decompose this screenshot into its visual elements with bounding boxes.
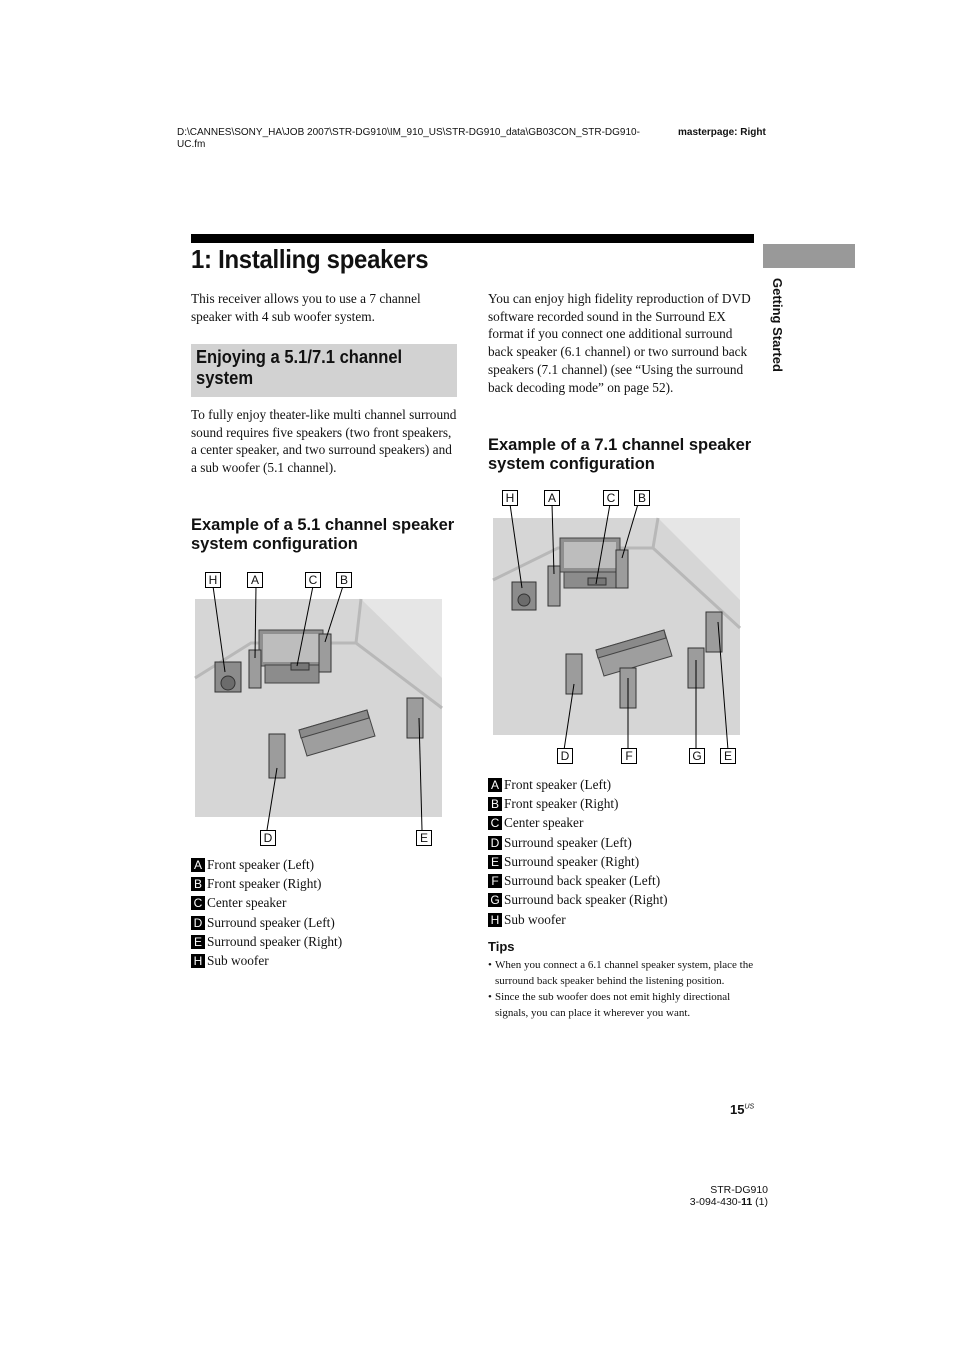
letter-badge: E xyxy=(488,855,502,869)
letter-badge: D xyxy=(488,836,502,850)
tips-heading: Tips xyxy=(488,939,515,954)
legend-item xyxy=(488,833,668,852)
tip-text: When you connect a 6.1 channel speaker system, place the surround back speaker behind the listening position. xyxy=(495,959,754,987)
chapter-label: Getting Started xyxy=(770,278,785,372)
legend-item xyxy=(488,852,668,871)
legend-text: Surround speaker (Right) xyxy=(207,933,343,949)
callout-e-71: E xyxy=(720,748,736,764)
legend-text: Front speaker (Left) xyxy=(504,776,612,792)
legend-item xyxy=(191,932,342,951)
letter-badge: G xyxy=(488,893,502,907)
legend-text: Sub woofer xyxy=(207,953,269,969)
letter-badge: H xyxy=(191,954,205,968)
legend-text: Surround speaker (Left) xyxy=(504,834,632,850)
letter-badge: B xyxy=(191,877,205,891)
letter-badge: H xyxy=(488,913,502,927)
example-71-heading: Example of a 7.1 channel speaker system configuration xyxy=(488,436,752,473)
file-path-header: D:\CANNES\SONY_HA\JOB 2007\STR-DG910\IM_910_US\STR-DG910_data\GB03CON_STR-DG910-UC.fm xyxy=(177,127,640,150)
letter-badge: D xyxy=(191,916,205,930)
title-rule xyxy=(191,234,754,243)
chapter-tab xyxy=(763,244,855,268)
page-title: 1: Installing speakers xyxy=(191,244,429,274)
legend-text: Surround speaker (Left) xyxy=(207,914,335,930)
callout-d-71: D xyxy=(557,748,573,764)
surround-left-shape xyxy=(269,734,285,778)
legend-text: Front speaker (Right) xyxy=(207,875,322,891)
callout-a-71: A xyxy=(544,490,560,506)
legend-item xyxy=(191,894,342,913)
part-number: 3-094-430-11 (1) xyxy=(689,1196,768,1208)
tv-stand xyxy=(259,630,323,683)
callout-g-71: G xyxy=(689,748,705,764)
callout-b-51: B xyxy=(336,572,352,588)
legend-text: Sub woofer xyxy=(504,911,566,927)
callout-c-71: C xyxy=(603,490,619,506)
callout-a-51: A xyxy=(247,572,263,588)
legend-item xyxy=(488,794,668,813)
legend-text: Front speaker (Right) xyxy=(504,795,619,811)
callout-d-51: D xyxy=(260,830,276,846)
callout-h-71: H xyxy=(502,490,518,506)
letter-badge: B xyxy=(488,797,502,811)
surround-ex-paragraph: You can enjoy high fidelity reproduction of DVD software recorded sound in the Surround EX format if you connect one additional surround back speaker (6.1 channel) or two surround back speakers (7.1 channel) (see “Using the surround back decoding mode” on page 52). xyxy=(488,291,751,395)
legend-item xyxy=(488,891,668,910)
callout-f-71: F xyxy=(621,748,637,764)
surround-right-shape xyxy=(407,698,423,738)
legend-text: Surround speaker (Right) xyxy=(504,853,640,869)
callout-h-51: H xyxy=(205,572,221,588)
legend-text: Surround back speaker (Left) xyxy=(504,873,661,889)
tip-item: • Since the sub woofer does not emit highly directional signals, you can place it wherever you want. xyxy=(488,991,731,1019)
page-number: $15^{US}$ xyxy=(730,1102,755,1117)
letter-badge: A xyxy=(488,778,502,792)
legend-item xyxy=(488,775,668,794)
tip-text: Since the sub woofer does not emit highly directional signals, you can place it wherever you want. xyxy=(495,991,731,1019)
model-info xyxy=(640,1184,768,1208)
section-paragraph: To fully enjoy theater-like multi channel surround sound requires five speakers (two front speakers, a center speaker, and two surround speakers) and a sub woofer (5.1 channel). xyxy=(191,407,457,476)
letter-badge: C xyxy=(191,896,205,910)
legend-text: Center speaker xyxy=(207,895,287,911)
speaker-diagram-71 xyxy=(488,488,746,770)
legend-item xyxy=(488,871,668,890)
legend-item xyxy=(191,913,342,932)
legend-51 xyxy=(191,855,342,971)
tips-list xyxy=(488,957,756,1021)
legend-71 xyxy=(488,775,668,929)
legend-item xyxy=(191,874,342,893)
legend-item xyxy=(191,951,342,970)
surround-left-shape xyxy=(566,654,582,694)
legend-text: Surround back speaker (Right) xyxy=(504,892,668,908)
letter-badge: C xyxy=(488,816,502,830)
letter-badge: E xyxy=(191,935,205,949)
legend-item xyxy=(488,814,668,833)
speaker-diagram-51 xyxy=(191,568,447,850)
callout-b-71: B xyxy=(634,490,650,506)
legend-item xyxy=(191,855,342,874)
callout-c-51: C xyxy=(305,572,321,588)
letter-badge: F xyxy=(488,874,502,888)
legend-item xyxy=(488,910,668,929)
intro-paragraph: This receiver allows you to use a 7 channel speaker with 4 sub woofer system. xyxy=(191,291,421,324)
masterpage-label: masterpage: Right xyxy=(678,127,766,138)
center-shape xyxy=(291,663,309,670)
tip-item: • When you connect a 6.1 channel speaker system, place the surround back speaker behind the listening position. xyxy=(488,959,754,987)
letter-badge: A xyxy=(191,858,205,872)
example-51-heading: Example of a 5.1 channel speaker system configuration xyxy=(191,516,455,553)
section-heading: Enjoying a 5.1/7.1 channel system xyxy=(196,347,403,388)
front-right-shape xyxy=(616,550,628,588)
callout-e-51: E xyxy=(416,830,432,846)
front-right-shape xyxy=(319,634,331,672)
model-name: STR-DG910 xyxy=(710,1184,768,1196)
legend-text: Front speaker (Left) xyxy=(207,856,315,872)
legend-text: Center speaker xyxy=(504,815,584,831)
